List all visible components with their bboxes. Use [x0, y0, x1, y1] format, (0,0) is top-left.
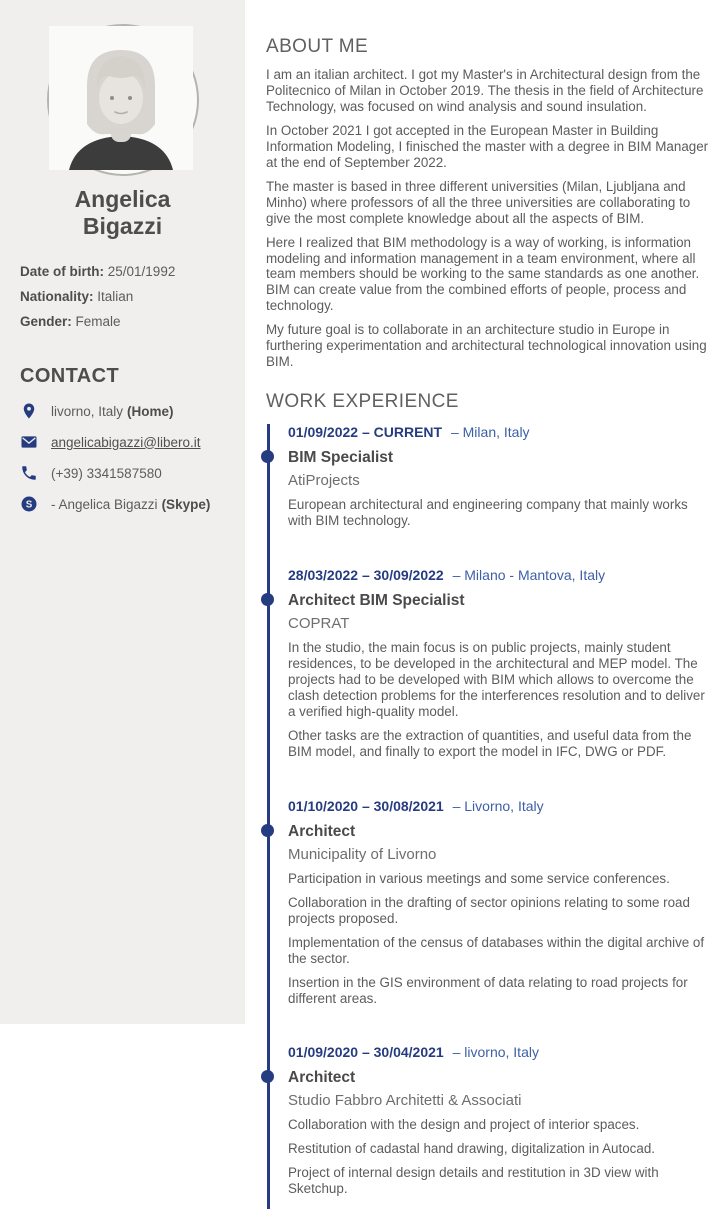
- skype-text: [51, 497, 210, 512]
- svg-text:S: S: [25, 499, 33, 511]
- gender-label: Gender:: [20, 314, 72, 330]
- about-paragraph: The master is based in three different universities (Milan, Ljubljana and Minho) where professors of all the three universities are collaborating to give the most complete knowledge about all the aspects of BIM.: [266, 178, 691, 226]
- entry-dateline: [288, 424, 711, 440]
- entry-company: Studio Fabbro Architetti & Associati: [288, 1092, 522, 1110]
- entry-paragraph: Restitution of cadastal hand drawing, digitalization in Autocad.: [288, 1141, 655, 1157]
- experience-entry: [288, 424, 711, 529]
- entry-paragraph: Project of internal design details and restitution in 3D view with Sketchup.: [288, 1165, 659, 1197]
- entry-paragraph: Collaboration with the design and project of interior spaces.: [288, 1117, 640, 1133]
- entry-location: – livorno, Italy: [452, 1044, 539, 1061]
- address-tag: (Home): [127, 403, 174, 419]
- entry-paragraph: Other tasks are the extraction of quantities, and useful data from the BIM model, and finally to export the model in IFC, DWG or PDF.: [288, 727, 692, 759]
- address-text: [51, 404, 174, 419]
- email-row: [16, 433, 229, 451]
- timeline-dot: [261, 593, 274, 606]
- about-section: [266, 0, 711, 370]
- person-name: [0, 186, 245, 240]
- entry-job-title: Architect: [288, 1069, 356, 1087]
- about-paragraph: Here I realized that BIM methodology is a way of working, is information modeling and information management in a team environment, where all team members should be working to the same standards as one another. BIM can create value from the combined efforts of people, process and technology.: [266, 234, 700, 314]
- entry-job-title: Architect: [288, 822, 356, 840]
- entry-job-title: BIM Specialist: [288, 449, 394, 467]
- skype-tag: (Skype): [161, 496, 211, 512]
- experience-entry: [288, 1044, 711, 1197]
- experience-entry: [288, 798, 711, 1007]
- dob-row: [20, 264, 225, 279]
- email-link[interactable]: angelicabigazzi@libero.it: [51, 434, 201, 450]
- entry-company: COPRAT: [288, 615, 350, 633]
- entry-paragraph: In the studio, the main focus is on public projects, mainly student residences, to be developed in the architectural and MEP model. The projects had to be developed with BIM which allows to overcome the clash detection problems for the interferences resolution and to deliver a verified high-quality model.: [288, 640, 705, 719]
- work-experience-heading: WORK EXPERIENCE: [266, 391, 459, 413]
- sidebar: [0, 0, 245, 1024]
- experience-timeline: [267, 424, 711, 1209]
- main-content: [266, 0, 711, 1209]
- entry-description: [288, 640, 711, 760]
- entry-description: [288, 497, 711, 529]
- entry-paragraph: Participation in various meetings and some service conferences.: [288, 870, 670, 886]
- entry-paragraph: Collaboration in the drafting of sector opinions relating to some road projects proposed.: [288, 894, 690, 926]
- entry-location: – Livorno, Italy: [452, 797, 544, 814]
- entry-date: 01/09/2020 – 30/04/2021: [288, 1044, 444, 1061]
- entry-date: 01/09/2022 – CURRENT: [288, 424, 443, 441]
- address-row: [16, 402, 229, 420]
- person-name-first: Angelica: [74, 186, 171, 212]
- gender-value: Female: [75, 314, 121, 330]
- phone-row: [16, 464, 229, 482]
- envelope-icon: [20, 433, 38, 451]
- personal-info: [20, 264, 225, 329]
- entry-dateline: [288, 1044, 711, 1060]
- skype-icon: [20, 495, 38, 513]
- entry-dateline: [288, 567, 711, 583]
- contact-list: [16, 402, 229, 513]
- nationality-value: Italian: [97, 289, 134, 305]
- timeline-dot: [261, 1070, 274, 1083]
- about-paragraph: I am an italian architect. I got my Master's in Architectural design from the Politecnico of Milan in October 2019. The thesis in the field of Architecture Technology, was focused on wind analysis and sound insulation.: [266, 67, 704, 114]
- entry-paragraph: Insertion in the GIS environment of data relating to road projects for different areas.: [288, 974, 688, 1006]
- entry-location: – Milan, Italy: [450, 424, 530, 441]
- entry-company: Municipality of Livorno: [288, 845, 437, 863]
- work-experience-section: [266, 391, 711, 1209]
- entry-paragraph: Implementation of the census of databases within the digital archive of the sector.: [288, 934, 705, 966]
- about-heading: ABOUT ME: [266, 36, 369, 57]
- phone-value: (+39) 3341587580: [51, 465, 162, 481]
- dob-label: Date of birth:: [20, 264, 104, 280]
- nationality-label: Nationality:: [20, 289, 94, 305]
- entry-company: AtiProjects: [288, 472, 360, 490]
- entry-dateline: [288, 798, 711, 814]
- skype-row: [16, 495, 229, 513]
- entry-description: [288, 1117, 711, 1197]
- entry-job-title: Architect BIM Specialist: [288, 592, 465, 610]
- contact-heading: CONTACT: [20, 365, 120, 388]
- timeline-dot: [261, 824, 274, 837]
- entry-date: 01/10/2020 – 30/08/2021: [288, 797, 444, 814]
- gender-row: [20, 314, 225, 329]
- address-value: livorno, Italy: [51, 403, 124, 419]
- phone-icon: [20, 464, 38, 482]
- experience-entry: [288, 567, 711, 760]
- timeline-dot: [261, 450, 274, 463]
- skype-value: - Angelica Bigazzi: [51, 496, 158, 512]
- entry-description: [288, 871, 711, 1007]
- nationality-row: [20, 289, 225, 304]
- entry-location: – Milano - Mantova, Italy: [452, 567, 606, 584]
- entry-date: 28/03/2022 – 30/09/2022: [288, 567, 444, 584]
- profile-photo: [47, 24, 199, 176]
- location-pin-icon: [20, 402, 38, 420]
- person-name-last: Bigazzi: [82, 213, 163, 240]
- about-paragraph: In October 2021 I got accepted in the European Master in Building Information Modeling, I finisched the master with a degree in BIM Manager at the end of September 2022.: [266, 122, 709, 170]
- profile-photo-illustration: [49, 26, 193, 170]
- entry-paragraph: European architectural and engineering company that mainly works with BIM technology.: [288, 497, 688, 529]
- about-paragraph: My future goal is to collaborate in an architecture studio in Europe in furthering experimentation and architectural technological innovation using BIM.: [266, 322, 707, 370]
- dob-value: 25/01/1992: [107, 264, 176, 280]
